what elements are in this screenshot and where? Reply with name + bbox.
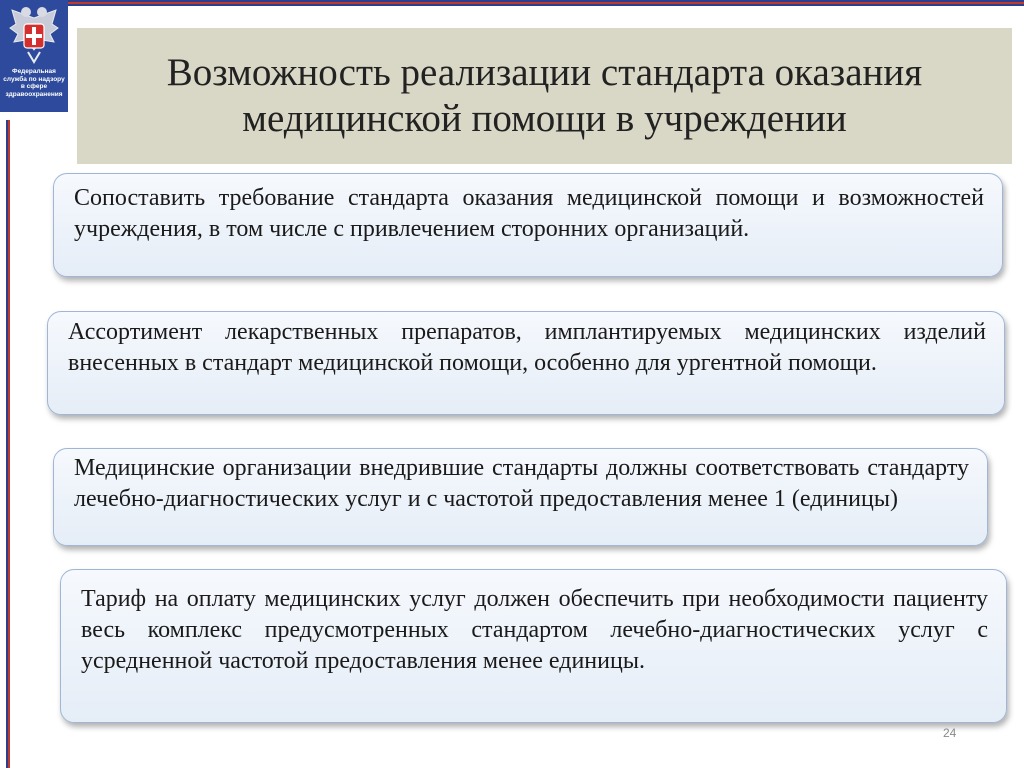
logo-caption: Федеральная служба по надзору в сфере здравоохранения [3,68,65,98]
slide-title: Возможность реализации стандарта оказания медицинской помощи в учреждении [166,51,923,140]
slide-number: 24 [943,726,957,740]
info-card-3 [53,448,988,546]
info-card-3-text: Медицинские организации внедрившие стандарты должны соответствовать стандарту лечебно-диагностических услуг и с частотой предоставления менее 1 (единицы) [74,455,969,512]
title-banner [77,28,1012,164]
eagle-emblem-icon [6,4,62,66]
info-card-1-text: Сопоставить требование стандарта оказания медицинской помощи и возможностей учреждения, в том числе с привлечением сторонних организаций. [74,185,984,242]
info-card-2 [47,311,1005,415]
top-stripe-blue-lower [0,4,1024,6]
info-card-4 [60,569,1007,723]
agency-logo [0,0,68,112]
info-card-4-text: Тариф на оплату медицинских услуг должен обеспечить при необходимости пациенту весь комплекс предусмотренных стандартом лечебно-диагностических услуг с усредненной частотой предоставления менее единицы. [81,586,988,674]
info-card-1 [53,173,1003,277]
left-accent-line [6,120,10,768]
info-card-2-text: Ассортимент лекарственных препаратов, имплантируемых медицинских изделий внесенных в стандарт медицинской помощи, особенно для ургентной помощи. [68,319,986,376]
